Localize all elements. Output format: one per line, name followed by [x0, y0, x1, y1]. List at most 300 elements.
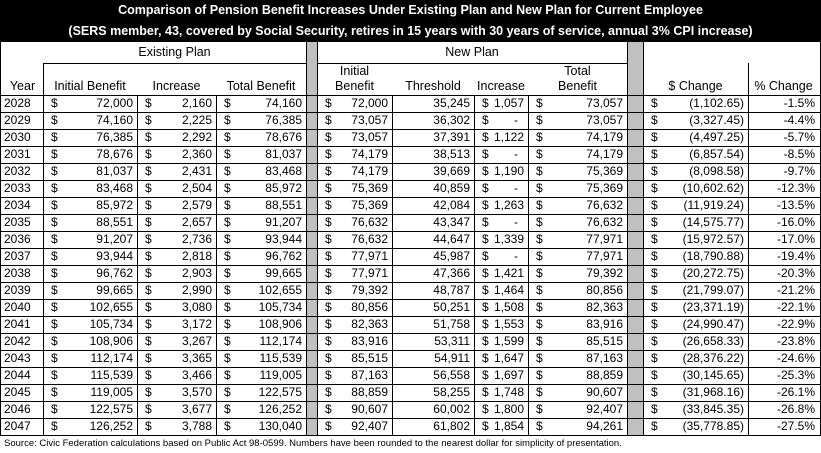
- grid-line: [0, 42, 1, 436]
- new-increase: 1,421: [493, 266, 524, 280]
- existing-increase: 3,788: [181, 419, 212, 433]
- existing-increase: 2,990: [181, 283, 212, 297]
- percent-change: -20.3%: [776, 266, 815, 280]
- dollar-change: (24,990.47): [682, 317, 744, 331]
- new-increase: 1,748: [493, 385, 524, 399]
- new-total-benefit: 77,971: [586, 249, 623, 263]
- row-year: 2028: [4, 96, 31, 110]
- existing-total-benefit-currency: $: [224, 300, 231, 314]
- grid-line: [0, 316, 821, 317]
- dollar-change-currency: $: [651, 419, 658, 433]
- dollar-change-currency: $: [651, 266, 658, 280]
- new-total-benefit-currency: $: [536, 385, 543, 399]
- new-initial-benefit-currency: $: [325, 113, 332, 127]
- header-percent-change-text: % Change: [754, 79, 813, 93]
- existing-increase-currency: $: [145, 198, 152, 212]
- new-total-benefit-currency: $: [536, 113, 543, 127]
- new-initial-benefit: 75,369: [351, 181, 388, 195]
- existing-total-benefit-currency: $: [224, 96, 231, 110]
- existing-increase: 2,431: [181, 164, 212, 178]
- existing-increase: 2,292: [181, 130, 212, 144]
- new-initial-benefit-currency: $: [325, 130, 332, 144]
- new-initial-benefit-currency: $: [325, 181, 332, 195]
- new-increase-currency: $: [482, 266, 489, 280]
- new-increase: 1,800: [493, 402, 524, 416]
- grid-line: [0, 163, 821, 164]
- new-initial-benefit: 72,000: [351, 96, 388, 110]
- existing-total-benefit-currency: $: [224, 147, 231, 161]
- new-increase: -: [514, 113, 518, 127]
- new-increase-currency: $: [482, 402, 489, 416]
- new-initial-benefit: 73,057: [351, 113, 388, 127]
- existing-increase: 3,466: [181, 368, 212, 382]
- new-increase-currency: $: [482, 113, 489, 127]
- threshold: 58,255: [433, 385, 470, 399]
- dollar-change: (28,376.22): [682, 351, 744, 365]
- dollar-change: (3,327.45): [689, 113, 744, 127]
- percent-change: -22.1%: [776, 300, 815, 314]
- row-year: 2037: [4, 249, 31, 263]
- header-existing-total-benefit: [216, 63, 306, 95]
- dollar-change-currency: $: [651, 181, 658, 195]
- new-total-benefit-currency: $: [536, 130, 543, 144]
- new-initial-benefit: 74,179: [351, 147, 388, 161]
- row-year: 2042: [4, 334, 31, 348]
- threshold: 42,084: [433, 198, 470, 212]
- threshold: 35,245: [433, 96, 470, 110]
- grid-line: [0, 299, 821, 300]
- existing-initial-benefit-currency: $: [51, 402, 58, 416]
- new-total-benefit: 83,916: [586, 317, 623, 331]
- existing-total-benefit: 108,906: [258, 317, 302, 331]
- existing-total-benefit-currency: $: [224, 266, 231, 280]
- new-total-benefit-currency: $: [536, 96, 543, 110]
- existing-increase: 3,365: [181, 351, 212, 365]
- existing-initial-benefit-currency: $: [51, 283, 58, 297]
- existing-increase: 2,818: [181, 249, 212, 263]
- grid-line: [43, 63, 44, 436]
- header-threshold: [392, 63, 474, 95]
- new-initial-benefit-currency: $: [325, 317, 332, 331]
- header-new-total-benefit-text: Total: [564, 64, 591, 78]
- existing-initial-benefit: 85,972: [96, 198, 133, 212]
- new-initial-benefit-currency: $: [325, 147, 332, 161]
- new-total-benefit: 94,261: [586, 419, 623, 433]
- header-dollar-change: [643, 63, 748, 95]
- new-initial-benefit: 74,179: [351, 164, 388, 178]
- header-existing-increase: [137, 63, 216, 95]
- existing-initial-benefit: 119,005: [90, 385, 133, 399]
- existing-increase: 3,570: [181, 385, 212, 399]
- threshold: 54,911: [434, 351, 470, 365]
- existing-increase-currency: $: [145, 181, 152, 195]
- new-initial-benefit: 77,971: [351, 266, 388, 280]
- dollar-change: (10,602.62): [682, 181, 744, 195]
- existing-total-benefit: 105,734: [258, 300, 302, 314]
- row-year: 2035: [4, 215, 31, 229]
- new-increase: 1,508: [493, 300, 524, 314]
- new-increase: 1,599: [493, 334, 524, 348]
- percent-change: -25.3%: [776, 368, 815, 382]
- new-initial-benefit-currency: $: [325, 249, 332, 263]
- threshold: 51,758: [433, 317, 470, 331]
- header-year-text: Year: [9, 79, 36, 93]
- percent-change: -12.3%: [776, 181, 815, 195]
- dollar-change-currency: $: [651, 215, 658, 229]
- dollar-change-currency: $: [651, 249, 658, 263]
- existing-increase-currency: $: [145, 164, 152, 178]
- new-total-benefit-currency: $: [536, 368, 543, 382]
- grid-line: [528, 95, 529, 436]
- dollar-change-currency: $: [651, 385, 658, 399]
- new-total-benefit-currency: $: [536, 283, 543, 297]
- new-total-benefit: 87,163: [586, 351, 623, 365]
- percent-change: -8.5%: [783, 147, 815, 161]
- existing-initial-benefit-currency: $: [51, 385, 58, 399]
- source-note: Source: Civic Federation calculations based on Public Act 98-0599. Numbers have been rounded to the nearest dollar for simplicity of presentation.: [4, 438, 622, 449]
- grid-line: [627, 42, 628, 436]
- row-year: 2046: [4, 402, 31, 416]
- new-total-benefit-currency: $: [536, 147, 543, 161]
- new-total-benefit-currency: $: [536, 317, 543, 331]
- existing-total-benefit: 99,665: [265, 266, 302, 280]
- row-year: 2030: [4, 130, 31, 144]
- row-year: 2029: [4, 113, 31, 127]
- new-total-benefit: 75,369: [586, 164, 623, 178]
- header-new-total-benefit-text: Benefit: [558, 79, 597, 93]
- percent-change: -22.9%: [776, 317, 815, 331]
- grid-line: [0, 214, 821, 215]
- existing-total-benefit-currency: $: [224, 317, 231, 331]
- row-year: 2038: [4, 266, 31, 280]
- new-initial-benefit-currency: $: [325, 198, 332, 212]
- existing-initial-benefit: 76,385: [96, 130, 133, 144]
- existing-total-benefit-currency: $: [224, 368, 231, 382]
- grid-line: [748, 63, 749, 436]
- row-year: 2044: [4, 368, 31, 382]
- new-initial-benefit: 75,369: [351, 198, 388, 212]
- existing-initial-benefit-currency: $: [51, 181, 58, 195]
- existing-initial-benefit-currency: $: [51, 198, 58, 212]
- dollar-change: (6,857.54): [689, 147, 744, 161]
- existing-initial-benefit: 93,944: [96, 249, 133, 263]
- new-initial-benefit-currency: $: [325, 283, 332, 297]
- new-total-benefit: 74,179: [586, 147, 623, 161]
- dollar-change: (20,272.75): [682, 266, 744, 280]
- new-initial-benefit: 82,363: [351, 317, 388, 331]
- threshold: 39,669: [433, 164, 470, 178]
- existing-increase-currency: $: [145, 232, 152, 246]
- existing-initial-benefit-currency: $: [51, 215, 58, 229]
- new-initial-benefit: 79,392: [351, 283, 388, 297]
- existing-increase-currency: $: [145, 300, 152, 314]
- row-year: 2036: [4, 232, 31, 246]
- existing-total-benefit: 115,539: [259, 351, 302, 365]
- grid-line: [0, 367, 821, 368]
- new-increase: 1,263: [493, 198, 524, 212]
- new-initial-benefit: 76,632: [351, 215, 388, 229]
- percent-change: -17.0%: [776, 232, 815, 246]
- new-total-benefit-currency: $: [536, 215, 543, 229]
- existing-increase-currency: $: [145, 334, 152, 348]
- new-initial-benefit: 87,163: [351, 368, 388, 382]
- new-initial-benefit: 76,632: [351, 232, 388, 246]
- existing-increase-currency: $: [145, 130, 152, 144]
- new-total-benefit: 73,057: [586, 113, 623, 127]
- threshold: 40,859: [433, 181, 470, 195]
- existing-increase: 2,657: [181, 215, 212, 229]
- dollar-change-currency: $: [651, 334, 658, 348]
- new-increase-currency: $: [482, 249, 489, 263]
- header-new-total-benefit: [528, 63, 627, 95]
- percent-change: -27.5%: [776, 419, 815, 433]
- table-subtitle: (SERS member, 43, covered by Social Security, retires in 15 years with 30 years of service, annual 3% CPI increase): [68, 24, 753, 38]
- new-total-benefit: 77,971: [586, 232, 623, 246]
- grid-line: [317, 42, 318, 436]
- new-total-benefit: 90,607: [586, 385, 623, 399]
- percent-change: -4.4%: [783, 113, 815, 127]
- new-total-benefit-currency: $: [536, 198, 543, 212]
- new-total-benefit-currency: $: [536, 351, 543, 365]
- row-year: 2039: [4, 283, 31, 297]
- new-initial-benefit: 73,057: [351, 130, 388, 144]
- percent-change: -24.6%: [776, 351, 815, 365]
- existing-total-benefit: 85,972: [265, 181, 302, 195]
- grid-line: [306, 42, 307, 436]
- new-total-benefit: 79,392: [586, 266, 623, 280]
- existing-initial-benefit-currency: $: [51, 147, 58, 161]
- new-increase-currency: $: [482, 215, 489, 229]
- new-initial-benefit-currency: $: [325, 266, 332, 280]
- existing-increase: 2,225: [181, 113, 212, 127]
- grid-line: [0, 350, 821, 351]
- threshold: 45,987: [433, 249, 470, 263]
- threshold: 38,513: [433, 147, 470, 161]
- header-new-increase-text: Increase: [477, 79, 525, 93]
- new-increase: 1,553: [493, 317, 524, 331]
- existing-initial-benefit-currency: $: [51, 164, 58, 178]
- new-total-benefit-currency: $: [536, 232, 543, 246]
- existing-initial-benefit: 74,160: [96, 113, 133, 127]
- existing-total-benefit-currency: $: [224, 215, 231, 229]
- existing-initial-benefit: 91,207: [96, 232, 133, 246]
- existing-total-benefit-currency: $: [224, 232, 231, 246]
- existing-total-benefit: 112,174: [259, 334, 302, 348]
- new-increase-currency: $: [482, 198, 489, 212]
- grid-line: [0, 333, 821, 334]
- existing-total-benefit-currency: $: [224, 334, 231, 348]
- existing-initial-benefit: 102,655: [89, 300, 133, 314]
- threshold: 61,802: [433, 419, 470, 433]
- dollar-change: (8,098.58): [689, 164, 744, 178]
- new-initial-benefit-currency: $: [325, 164, 332, 178]
- existing-increase-currency: $: [145, 215, 152, 229]
- grid-line: [137, 95, 138, 436]
- existing-initial-benefit-currency: $: [51, 419, 58, 433]
- existing-initial-benefit: 96,762: [96, 266, 133, 280]
- header-new-initial-benefit-text: Benefit: [335, 79, 374, 93]
- percent-change: -23.8%: [776, 334, 815, 348]
- grid-line: [0, 248, 821, 249]
- percent-change: -1.5%: [783, 96, 815, 110]
- existing-total-benefit: 122,575: [258, 385, 302, 399]
- new-total-benefit: 74,179: [586, 130, 623, 144]
- existing-total-benefit-currency: $: [224, 181, 231, 195]
- new-increase-currency: $: [482, 300, 489, 314]
- grid-line: [0, 265, 821, 266]
- existing-total-benefit-currency: $: [224, 385, 231, 399]
- existing-total-benefit-currency: $: [224, 249, 231, 263]
- header-new-initial-benefit: [317, 63, 392, 95]
- existing-total-benefit: 78,676: [265, 130, 302, 144]
- threshold: 43,347: [433, 215, 470, 229]
- threshold: 36,302: [433, 113, 470, 127]
- dollar-change: (21,799.07): [682, 283, 744, 297]
- new-total-benefit: 73,057: [586, 96, 623, 110]
- new-increase-currency: $: [482, 147, 489, 161]
- grid-line: [317, 63, 627, 64]
- existing-increase-currency: $: [145, 147, 152, 161]
- dollar-change-currency: $: [651, 130, 658, 144]
- new-total-benefit-currency: $: [536, 266, 543, 280]
- existing-total-benefit: 91,207: [265, 215, 302, 229]
- new-total-benefit: 75,369: [586, 181, 623, 195]
- existing-increase: 2,736: [181, 232, 212, 246]
- new-initial-benefit-currency: $: [325, 351, 332, 365]
- dollar-change-currency: $: [651, 351, 658, 365]
- existing-increase-currency: $: [145, 351, 152, 365]
- new-initial-benefit: 90,607: [351, 402, 388, 416]
- new-initial-benefit: 77,971: [351, 249, 388, 263]
- grid-line: [643, 42, 644, 436]
- row-year: 2033: [4, 181, 31, 195]
- dollar-change-currency: $: [651, 198, 658, 212]
- row-year: 2047: [4, 419, 31, 433]
- existing-initial-benefit-currency: $: [51, 266, 58, 280]
- threshold: 50,251: [433, 300, 470, 314]
- existing-initial-benefit-currency: $: [51, 368, 58, 382]
- new-initial-benefit-currency: $: [325, 215, 332, 229]
- existing-initial-benefit: 105,734: [89, 317, 133, 331]
- threshold: 60,002: [433, 402, 470, 416]
- existing-total-benefit-currency: $: [224, 164, 231, 178]
- new-total-benefit: 92,407: [586, 402, 623, 416]
- new-increase-currency: $: [482, 385, 489, 399]
- existing-total-benefit-currency: $: [224, 283, 231, 297]
- existing-initial-benefit: 99,665: [96, 283, 133, 297]
- new-increase-currency: $: [482, 164, 489, 178]
- existing-initial-benefit: 83,468: [96, 181, 133, 195]
- new-total-benefit-currency: $: [536, 164, 543, 178]
- percent-change: -26.1%: [776, 385, 815, 399]
- new-increase: -: [514, 181, 518, 195]
- header-percent-change: [748, 63, 819, 95]
- existing-initial-benefit-currency: $: [51, 232, 58, 246]
- new-total-benefit: 76,632: [586, 198, 623, 212]
- new-increase: 1,697: [493, 368, 524, 382]
- new-increase: 1,464: [493, 283, 524, 297]
- row-year: 2043: [4, 351, 31, 365]
- existing-total-benefit: 102,655: [258, 283, 302, 297]
- dollar-change-currency: $: [651, 232, 658, 246]
- existing-total-benefit-currency: $: [224, 130, 231, 144]
- grid-line: [0, 146, 821, 147]
- existing-increase: 2,160: [181, 96, 212, 110]
- existing-initial-benefit-currency: $: [51, 130, 58, 144]
- existing-increase: 2,504: [181, 181, 212, 195]
- existing-increase-currency: $: [145, 249, 152, 263]
- new-increase-currency: $: [482, 283, 489, 297]
- new-initial-benefit-currency: $: [325, 385, 332, 399]
- new-increase: 1,339: [493, 232, 524, 246]
- threshold: 37,391: [433, 130, 470, 144]
- new-increase-currency: $: [482, 181, 489, 195]
- header-new-initial-benefit-text: Initial: [339, 64, 370, 78]
- row-year: 2041: [4, 317, 31, 331]
- dollar-change: (33,845.35): [682, 402, 744, 416]
- new-total-benefit: 76,632: [586, 215, 623, 229]
- existing-increase-currency: $: [145, 113, 152, 127]
- grid-line: [0, 282, 821, 283]
- new-initial-benefit-currency: $: [325, 334, 332, 348]
- existing-total-benefit: 88,551: [265, 198, 302, 212]
- grid-line: [0, 180, 821, 181]
- new-total-benefit: 82,363: [586, 300, 623, 314]
- new-total-benefit: 80,856: [586, 283, 623, 297]
- existing-total-benefit: 83,468: [265, 164, 302, 178]
- new-initial-benefit-currency: $: [325, 368, 332, 382]
- dollar-change: (31,968.16): [682, 385, 744, 399]
- new-initial-benefit: 80,856: [351, 300, 388, 314]
- grid-line: [0, 112, 821, 113]
- existing-increase-currency: $: [145, 283, 152, 297]
- existing-increase: 3,267: [181, 334, 212, 348]
- existing-initial-benefit: 115,539: [90, 368, 133, 382]
- existing-total-benefit: 93,944: [265, 232, 302, 246]
- existing-initial-benefit-currency: $: [51, 96, 58, 110]
- new-initial-benefit: 92,407: [351, 419, 388, 433]
- grid-line: [474, 95, 475, 436]
- new-increase-currency: $: [482, 368, 489, 382]
- new-increase: 1,647: [493, 351, 524, 365]
- new-increase-currency: $: [482, 351, 489, 365]
- existing-increase-currency: $: [145, 317, 152, 331]
- existing-initial-benefit: 122,575: [89, 402, 133, 416]
- percent-change: -19.4%: [776, 249, 815, 263]
- threshold: 44,647: [433, 232, 470, 246]
- dollar-change-currency: $: [651, 300, 658, 314]
- threshold: 48,787: [433, 283, 470, 297]
- existing-initial-benefit: 126,252: [89, 419, 133, 433]
- header-new-increase: [474, 63, 528, 95]
- new-initial-benefit-currency: $: [325, 232, 332, 246]
- new-increase: 1,854: [493, 419, 524, 433]
- threshold: 53,311: [434, 334, 470, 348]
- grid-line: [0, 231, 821, 232]
- grid-line: [43, 63, 306, 64]
- existing-initial-benefit-currency: $: [51, 113, 58, 127]
- new-initial-benefit-currency: $: [325, 96, 332, 110]
- threshold: 56,558: [433, 368, 470, 382]
- new-increase: -: [514, 215, 518, 229]
- new-initial-benefit-currency: $: [325, 300, 332, 314]
- dollar-change: (1,102.65): [689, 96, 744, 110]
- header-existing-increase-text: Increase: [152, 79, 201, 93]
- existing-initial-benefit-currency: $: [51, 334, 58, 348]
- new-total-benefit-currency: $: [536, 249, 543, 263]
- dollar-change-currency: $: [651, 317, 658, 331]
- existing-total-benefit-currency: $: [224, 351, 231, 365]
